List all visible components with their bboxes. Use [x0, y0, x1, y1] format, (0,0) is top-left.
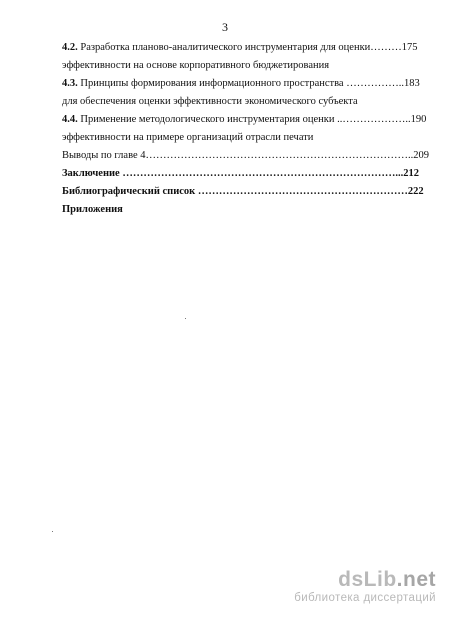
toc-entry-4-3 [62, 75, 442, 93]
toc-entry-page: 190 [410, 114, 427, 125]
toc-entry-title: Применение методологического инструментария оценки [80, 114, 335, 125]
toc-entry-appendix [62, 201, 442, 219]
toc-entry-page: 222 [407, 186, 424, 197]
toc-entry-title: Заключение [62, 168, 120, 179]
toc-entry-4-2 [62, 39, 442, 57]
toc-entry-number: 4.4. [62, 114, 78, 125]
toc-entry-title: Приложения [62, 204, 123, 215]
watermark-tagline: библиотека диссертаций [294, 592, 436, 604]
toc-entry-leader: …………………………………………………… [195, 186, 408, 197]
watermark-brand-suffix: .net [396, 568, 436, 591]
toc-entry-leader: ………………………………………………………………….. [145, 150, 414, 161]
toc-entry-leader: …………….. [343, 78, 404, 89]
page-number: 3 [222, 20, 228, 34]
toc-entry-leader: ..……………….. [334, 114, 411, 125]
toc-entry-conclusion [62, 165, 442, 183]
toc-entry-page: 175 [401, 42, 418, 53]
toc-entry-leader: ……… [370, 42, 402, 53]
toc-entry-4-4 [62, 111, 442, 129]
toc-entry-continuation: эффективности на основе корпоративного бюджетирования [62, 60, 330, 71]
watermark-logo [294, 569, 436, 591]
toc-entry-number: 4.3. [62, 78, 78, 89]
toc-entry-page: 183 [403, 78, 420, 89]
toc-entry-leader: ……………………………………………………………………... [119, 168, 404, 179]
table-of-contents [62, 39, 442, 219]
toc-entry-title: Библиографический список [62, 186, 196, 197]
toc-entry-bibliography [62, 183, 442, 201]
toc-entry-title: Разработка планово-аналитического инструментария для оценки [80, 42, 371, 53]
toc-entry-number: 4.2. [62, 42, 78, 53]
toc-entry-summary [62, 147, 442, 165]
scan-speck [52, 531, 53, 532]
toc-entry-page: 212 [403, 168, 419, 179]
toc-entry-continuation: эффективности на примере организаций отрасли печати [62, 132, 314, 143]
toc-entry-page: 209 [413, 150, 430, 161]
watermark-brand-prefix: dsLib [338, 568, 397, 591]
toc-entry-title: Выводы по главе 4 [62, 150, 146, 161]
scan-speck [185, 318, 186, 319]
toc-entry-title: Принципы формирования информационного пространства [80, 78, 344, 89]
watermark [294, 569, 436, 605]
toc-entry-continuation: для обеспечения оценки эффективности экономического субъекта [62, 96, 358, 107]
